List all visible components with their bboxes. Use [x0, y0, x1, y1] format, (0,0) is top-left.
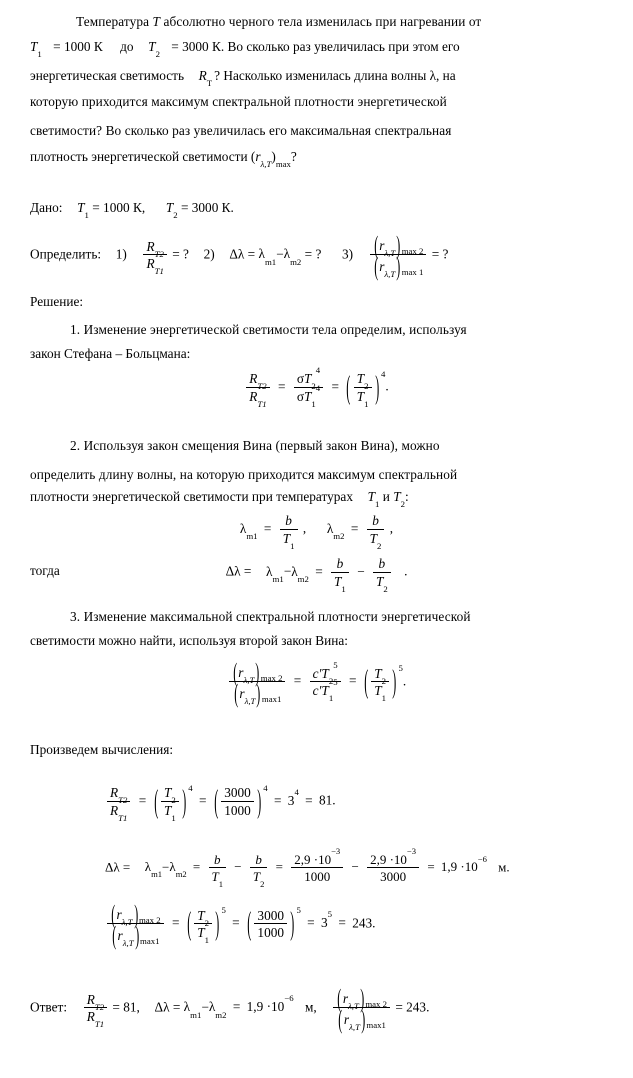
w2-den-paren: $(r_{\lambda,T})$ [234, 678, 261, 709]
determine-item3-ratio: $\frac{(r_{\lambda,T})_{max 2}}{(r_{\lambda,T})_{max 1}}$ [370, 236, 427, 275]
symbol-r-lambda-T: $r_{\lambda,T}$ [255, 149, 272, 170]
calc2-delta: Δλ = [105, 859, 131, 875]
step2-T2-symbol: $T_2$ [393, 489, 406, 510]
determine-item2-question: = ? [304, 246, 322, 262]
problem-line2 [30, 38, 460, 60]
answer-den-paren: $(r_{\lambda,T})$ [338, 1004, 366, 1035]
symbol-R-T: $R_T$ [198, 68, 213, 89]
dl-frac-1: $\frac{b}{T_1}$ [331, 556, 349, 589]
calc2-equals-2: = [275, 859, 283, 875]
calculation-2 [0, 846, 633, 890]
step2-colon: : [405, 489, 409, 504]
calc1-paren-1: ( $\frac{T_2}{T_1}$ ) 4 [153, 782, 193, 823]
wien-a-frac: $\frac{b}{T_1}$ [280, 513, 298, 546]
answer-delta-value: $1,9 \cdot 10^{-6}$ [246, 993, 294, 1015]
calculation-1 [0, 782, 633, 823]
problem-line4-text: которую приходится максимум спектральной плотности энергетической [30, 94, 447, 109]
calc2-minus-2: − [234, 859, 242, 875]
problem-line5-text: светимости? Во сколько раз увеличилась его максимальная спектральная [30, 123, 452, 138]
paren-group-den: $(r_{\lambda,T})$ [373, 251, 401, 282]
solution-step1-line1 [30, 316, 603, 345]
calc2-equals-1: = [192, 859, 201, 875]
calc2-lambda-m2: $\lambda_{m2}$ [169, 859, 187, 880]
problem-line3b-text: ? Насколько изменилась длина волны λ, на [214, 68, 456, 83]
determine-item1-ratio: $\frac{R_{T2}}{R_{T1}}$ [143, 239, 166, 272]
calculations-heading: Произведем вычисления: [30, 742, 174, 757]
sb-rhs-paren: ( $\frac{T_2}{T_1}$ ) 4 [346, 368, 386, 409]
determine-item2-minus: − [276, 246, 284, 262]
formula-wien-lambda [0, 513, 633, 551]
problem-line6b-text: ) [271, 149, 276, 164]
calc3-paren-2: ( $\frac{3000}{1000}$ ) 5 [247, 904, 301, 942]
calc3-result: 243. [352, 915, 376, 931]
symbol-T2: $T_2$ [148, 39, 160, 60]
answer-r-value: = 243. [395, 999, 430, 1015]
solution-step3-line1-text: 3. Изменение максимальной спектральной плотности энергетической [70, 609, 471, 624]
calc3-paren-1: ( $\frac{T_2}{T_1}$ ) 5 [186, 904, 226, 946]
wien-b-frac: $\frac{b}{T_2}$ [367, 513, 385, 546]
w2-period: . [402, 673, 407, 689]
paren-group-num: $(r_{\lambda,T})$ [373, 229, 401, 260]
determine-label: Определить: [30, 246, 102, 262]
dl-minus-2: − [357, 563, 365, 579]
formula-delta-lambda [0, 556, 633, 594]
calc2-result: $1,9 \cdot 10^{-6}$ [440, 853, 487, 875]
calculation-3 [0, 898, 633, 951]
problem-line1-text: Температура [76, 14, 150, 29]
problem-line6 [30, 148, 297, 170]
calc1-paren-2: ( $\frac{3000}{1000}$ ) 4 [213, 782, 268, 819]
answer-delta-unit: м, [304, 999, 317, 1015]
answer-num-paren: $(r_{\lambda,T})$ [337, 982, 365, 1013]
w2-lhs: $\frac{(r_{\lambda,T})_{max 2}}{(r_{\lambda,T})_{max1}}$ [229, 663, 286, 702]
w2-equals-1: = [293, 673, 302, 689]
answer-R-value: = 81, [112, 999, 140, 1015]
solution-step2-line1 [30, 432, 603, 461]
step2-T1-symbol: $T_1$ [367, 489, 380, 510]
determine-item2-lambda-m1: $\lambda_{m1}$ [258, 246, 277, 267]
problem-line1b-text: абсолютно черного тела изменилась при нагревании от [163, 14, 482, 29]
calc1-equals-1: = [138, 792, 147, 808]
calc2-unit: м. [498, 859, 510, 875]
problem-line3 [30, 67, 456, 89]
wien-lambda-m1: $\lambda_{m1}$ [239, 520, 258, 541]
given-T2-value: = 3000 К. [180, 200, 234, 215]
calc2-lambda-m1: $\lambda_{m1}$ [144, 859, 163, 880]
problem-statement [30, 8, 603, 37]
wien-b-equals: = [350, 520, 359, 536]
calc2-frac-v2: $\frac{2,9 \cdot 10^{-3}}{3000}$ [367, 852, 419, 885]
determine-block [30, 229, 449, 282]
calc1-result: 81. [318, 792, 336, 808]
w2-rhs-paren: ( $\frac{T_2}{T_1}$ ) 5 [363, 662, 403, 704]
answer-ratio-r: $\frac{(r_{\lambda,T})_{max 2}}{(r_{\lambda,T})_{max1}}$ [333, 989, 390, 1028]
step2-and-text: и [382, 489, 390, 504]
solution-step1-line2: закон Стефана – Больцмана: [30, 346, 191, 361]
solution-step3-line1 [30, 603, 603, 632]
dl-frac-2: $\frac{b}{T_2}$ [373, 556, 391, 589]
determine-item2-delta: Δλ = [229, 246, 256, 262]
determine-item1-number: 1) [115, 246, 127, 262]
calc3-num-paren: $(r_{\lambda,T})$ [111, 898, 138, 929]
problem-do-text: до [120, 39, 134, 54]
wien-lambda-m2: $\lambda_{m2}$ [326, 520, 345, 541]
determine-item3-number: 3) [342, 246, 354, 262]
solution-heading: Решение: [30, 294, 84, 309]
calc3-equals-2: = [232, 915, 240, 931]
sb-equals-1: = [277, 378, 286, 394]
problem-line5 [30, 117, 603, 146]
answer-label: Ответ: [30, 999, 68, 1015]
problem-line6a-text: плотность энергетической светимости ( [30, 149, 256, 164]
then-label: тогда [30, 563, 60, 578]
given-T1-symbol: $T_1$ [77, 200, 89, 221]
determine-item2-lambda-m2: $\lambda_{m2}$ [283, 246, 302, 267]
w2-mid: $\frac{c'T_2^5}{c'T_1^5}$ [310, 666, 341, 699]
answer-delta-label: Δλ = [154, 999, 181, 1015]
calc2-frac-b-T1: $\frac{b}{T_1}$ [209, 852, 227, 885]
given-block [30, 199, 234, 221]
problem-line4 [30, 88, 603, 117]
answer-lambda-m1: $\lambda_{m1}$ [183, 999, 202, 1020]
sb-equals-2: = [331, 378, 339, 394]
calc3-lhs: $\frac{(r_{\lambda,T})_{max 2}}{(r_{\lambda,T})_{max1}}$ [107, 905, 164, 944]
calc2-equals-3: = [427, 859, 435, 875]
dl-lambda-m1: $\lambda_{m1}$ [266, 563, 284, 584]
wien-b-comma: , [389, 520, 394, 536]
dl-lambda-m2: $\lambda_{m2}$ [291, 563, 309, 584]
calc1-equals-4: = [305, 792, 313, 808]
dl-minus-1: − [283, 563, 292, 579]
calc1-power: $3^4$ [287, 786, 299, 808]
formula-wien-second [0, 656, 633, 709]
wien-a-equals: = [263, 520, 272, 536]
answer-delta-equals: = [232, 999, 241, 1015]
determine-item1-question: = ? [172, 246, 189, 262]
symbol-T: T [152, 14, 161, 29]
solution-step2-line3-text: плотности энергетической светимости при температурах [30, 489, 353, 504]
calc1-equals-3: = [273, 792, 282, 808]
sb-lhs: $\frac{R_{T2}}{R_{T1}}$ [246, 371, 269, 404]
given-label: Дано: [30, 200, 63, 215]
solution-step3-line2: светимости можно найти, используя второй закон Вина: [30, 633, 348, 648]
calc3-equals-4: = [338, 915, 346, 931]
problem-max-sub: max [275, 159, 291, 170]
answer-lambda-m2: $\lambda_{m2}$ [208, 999, 227, 1020]
sb-mid: $\frac{\sigma T_2^4}{\sigma T_1^4}$ [294, 371, 323, 404]
answer-block [30, 982, 430, 1035]
sb-period: . [385, 378, 389, 394]
problem-T1-value: = 1000 К [53, 39, 103, 54]
calc1-lhs: $\frac{R_{T2}}{R_{T1}}$ [107, 785, 130, 818]
calc3-power: $3^5$ [321, 909, 333, 931]
answer-minus: − [201, 999, 209, 1015]
problem-T2-value: = 3000 К. Во сколько раз увеличилась при этом его [171, 39, 460, 54]
solution-step2-line2-text: определить длину волны, на которую приходится максимум спектральной [30, 467, 458, 482]
calc2-frac-b-T2: $\frac{b}{T_2}$ [250, 852, 268, 885]
problem-line6c-text: ? [290, 149, 297, 164]
w2-num-paren: $(r_{\lambda,T})$ [233, 656, 260, 687]
formula-stefan-boltzmann [0, 365, 633, 409]
calc2-minus-1: − [162, 859, 170, 875]
determine-item2-number: 2) [203, 246, 215, 262]
calc3-equals-3: = [307, 915, 315, 931]
dl-period: . [404, 563, 408, 579]
wien-a-comma: , [302, 520, 307, 536]
determine-item3-question: = ? [431, 246, 449, 262]
solution-step2-line3 [30, 488, 409, 510]
calc2-minus-3: − [351, 859, 359, 875]
calc2-frac-v1: $\frac{2,9 \cdot 10^{-3}}{1000}$ [291, 852, 343, 885]
calc3-equals-1: = [171, 915, 180, 931]
solution-step1-line1-text: 1. Изменение энергетической светимости тела определим, используя [70, 322, 467, 337]
given-T2-symbol: $T_2$ [165, 200, 178, 221]
dl-delta: Δλ = [225, 563, 252, 579]
given-T1-value: = 1000 К, [92, 200, 146, 215]
solution-step2-line1-text: 2. Используя закон смещения Вина (первый закон Вина), можно [70, 438, 440, 453]
solution-step2-line2 [30, 461, 603, 490]
problem-line3a-text: энергетическая светимость [30, 68, 185, 83]
calc3-den-paren: $(r_{\lambda,T})$ [112, 920, 139, 951]
calc1-equals-2: = [198, 792, 207, 808]
answer-ratio-R: $\frac{R_{T2}}{R_{T1}}$ [84, 992, 107, 1025]
w2-equals-2: = [348, 673, 357, 689]
dl-equals: = [315, 563, 323, 579]
symbol-T1: $T_1$ [30, 39, 42, 60]
